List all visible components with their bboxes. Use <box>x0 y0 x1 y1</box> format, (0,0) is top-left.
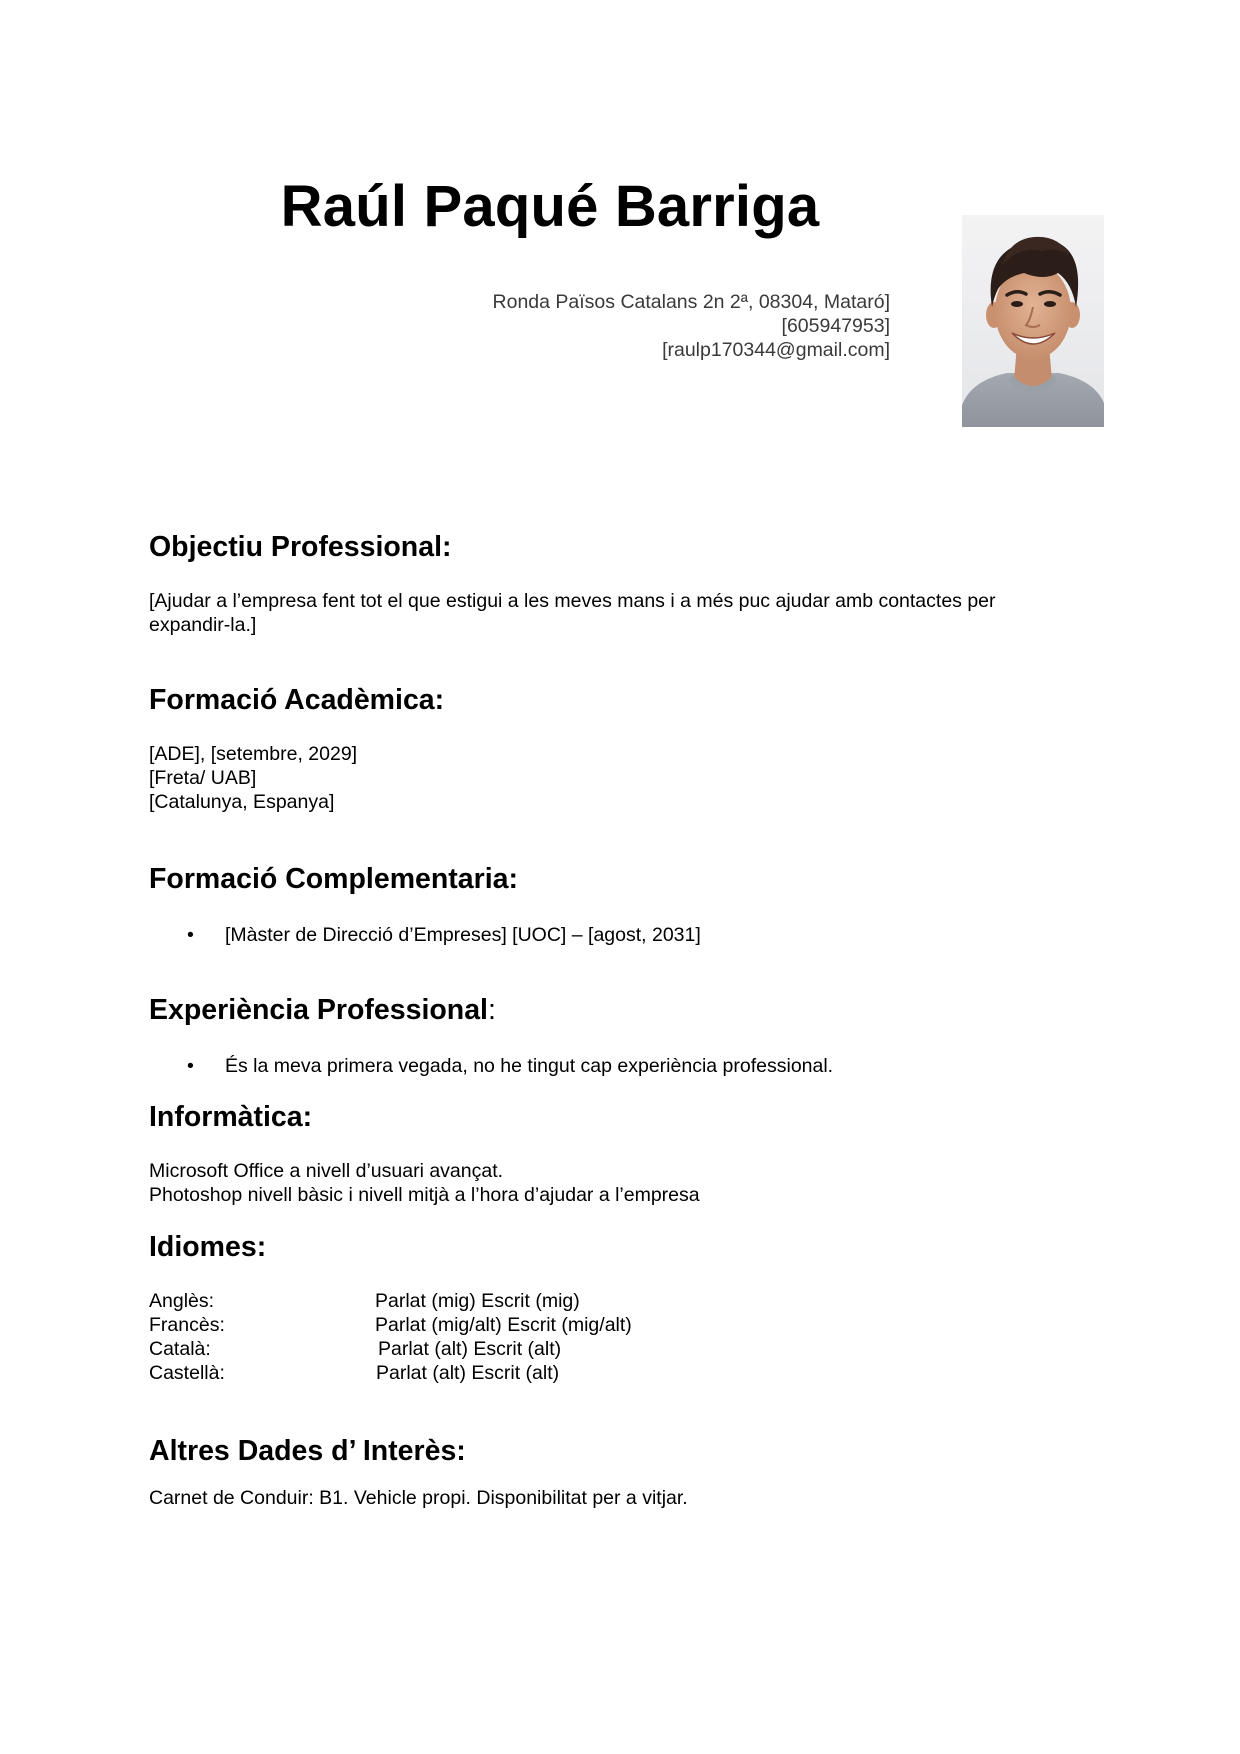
other-title: Altres Dades d’ Interès: <box>149 1435 466 1467</box>
education-title: Formació Acadèmica: <box>149 684 445 716</box>
experience-item: És la meva primera vegada, no he tingut cap experiència professional. <box>225 1055 834 1077</box>
languages-title: Idiomes: <box>149 1231 267 1263</box>
language-level: Parlat (alt) Escrit (alt) <box>378 1338 562 1360</box>
candidate-name: Raúl Paqué Barriga <box>280 174 820 239</box>
language-level: Parlat (mig/alt) Escrit (mig/alt) <box>375 1314 632 1336</box>
complementary-item: [Màster de Direcció d’Empreses] [UOC] – [agost, 2031] <box>225 924 701 946</box>
contact-block <box>493 290 890 362</box>
email: [raulp170344@gmail.com] <box>662 339 890 361</box>
computing-line: Photoshop nivell bàsic i nivell mitjà a l’hora d’ajudar a l’empresa <box>149 1184 700 1206</box>
experience-title-colon: : <box>487 994 496 1026</box>
objective-title: Objectiu Professional: <box>149 531 452 563</box>
computing-line: Microsoft Office a nivell d’usuari avançat. <box>149 1160 504 1182</box>
complementary-title: Formació Complementaria: <box>149 863 518 895</box>
language-name: Català: <box>149 1338 211 1360</box>
language-name: Anglès: <box>149 1290 215 1312</box>
education-line: [ADE], [setembre, 2029] <box>149 743 358 765</box>
bullet-icon: • <box>187 924 194 946</box>
language-level: Parlat (mig) Escrit (mig) <box>375 1290 580 1312</box>
bullet-icon: • <box>187 1055 194 1077</box>
phone: [605947953] <box>781 315 890 337</box>
language-name: Castellà: <box>149 1362 225 1384</box>
experience-title <box>149 993 496 1027</box>
language-level: Parlat (alt) Escrit (alt) <box>376 1362 560 1384</box>
portrait-image <box>962 215 1104 427</box>
education-line: [Freta/ UAB] <box>149 767 257 789</box>
objective-text: [Ajudar a l’empresa fent tot el que estigui a les meves mans i a més puc ajudar amb contactes per expandir-la.] <box>149 590 996 636</box>
other-text: Carnet de Conduir: B1. Vehicle propi. Disponibilitat per a vitjar. <box>149 1487 688 1509</box>
education-line: [Catalunya, Espanya] <box>149 791 335 813</box>
experience-title-text: Experiència Professional <box>149 994 488 1026</box>
computing-title: Informàtica: <box>149 1101 313 1133</box>
language-name: Francès: <box>149 1314 225 1336</box>
address: Ronda Països Catalans 2n 2ª, 08304, Mataró] <box>492 291 890 313</box>
profile-photo <box>962 215 1104 427</box>
